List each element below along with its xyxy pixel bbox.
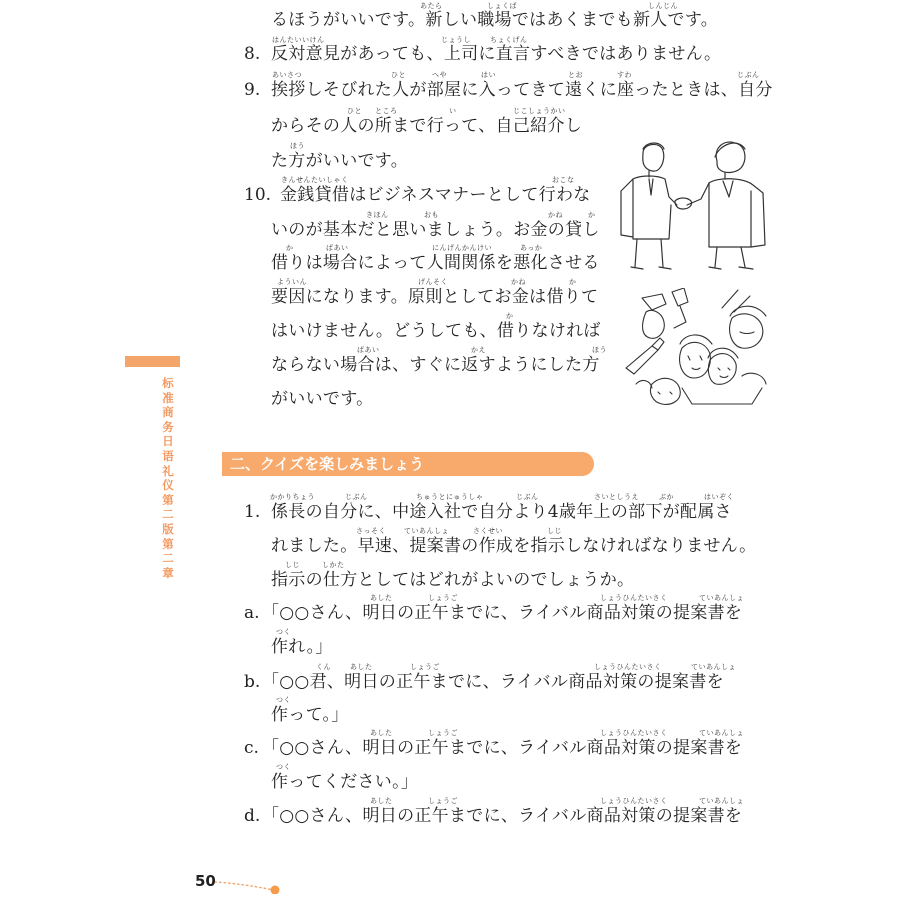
furigana: さっそく <box>356 527 386 535</box>
furigana: すわ <box>617 71 632 79</box>
furigana: おも <box>424 211 439 219</box>
furigana: じこしょうかい <box>513 107 566 115</box>
quiz-line: 作れ。」 <box>271 637 333 657</box>
furigana: あいさつ <box>272 71 302 79</box>
text-line: いのが基本だと思いましょう。お金の貸し <box>271 220 600 240</box>
furigana: しかた <box>322 561 345 569</box>
furigana: きほん <box>366 211 389 219</box>
furigana: じょうし <box>441 36 471 44</box>
furigana: つく <box>276 763 291 771</box>
line-number: 10. <box>244 185 272 205</box>
furigana: かえ <box>471 346 486 354</box>
furigana: ちょくげん <box>490 36 528 44</box>
furigana: にんげんかんけい <box>432 244 492 252</box>
text-line: た方がいいです。 <box>271 151 409 171</box>
text-line: 金銭貸借はビジネスマナーとして行わな <box>280 185 591 205</box>
furigana: しじ <box>547 527 562 535</box>
furigana: じぶん <box>345 493 368 501</box>
furigana: しじ <box>285 561 300 569</box>
furigana: ぶか <box>659 493 674 501</box>
option-letter: d. <box>244 806 261 826</box>
furigana: ところ <box>375 107 398 115</box>
text-line: がいいです。 <box>271 389 374 409</box>
quiz-line: 作ってください。」 <box>271 772 419 792</box>
furigana: しょうひんたいさく <box>600 797 668 805</box>
quiz-line: れました。早速、提案書の作成を指示しなければなりません。 <box>271 536 757 556</box>
furigana: かかりちょう <box>270 493 315 501</box>
furigana: げんそく <box>418 278 448 286</box>
quiz-line: 作って。」 <box>271 705 349 725</box>
text-line: るほうがいいです。新しい職場ではあくまでも新人です。 <box>271 10 719 30</box>
furigana: か <box>286 244 294 252</box>
furigana: ちゅうとにゅうしゃ <box>416 493 484 501</box>
furigana: あたら <box>420 2 443 10</box>
furigana: あした <box>370 729 393 737</box>
line-number: 9. <box>244 80 261 100</box>
furigana: はんたいいけん <box>272 36 325 44</box>
text-line: はいけません。どうしても、借りなければ <box>271 321 601 341</box>
side-chapter-title: 标准商务日语礼仪第二版 第二章 <box>162 376 174 580</box>
furigana: か <box>569 278 577 286</box>
quiz-line: 「○○さん、明日の正午までに、ライバル商品対策の提案書を <box>262 603 743 623</box>
furigana: あした <box>370 594 393 602</box>
furigana: とお <box>568 71 583 79</box>
furigana: さいとしうえ <box>594 493 639 501</box>
text-line: ならない場合は、すぐに返すようにした方 <box>271 355 600 375</box>
dotted-line-decoration <box>215 880 281 894</box>
handshake-illustration <box>613 135 773 275</box>
text-line: 反対意見があっても、上司に直言すべきではありません。 <box>271 44 722 64</box>
page-number: 50 <box>195 872 216 890</box>
furigana: しょうご <box>428 594 458 602</box>
furigana: ばあい <box>357 346 380 354</box>
furigana: あした <box>370 797 393 805</box>
furigana: よういん <box>277 278 307 286</box>
furigana: くん <box>316 663 331 671</box>
quiz-line: 係長の自分に、中途入社で自分より4歳年上の部下が配属さ <box>271 502 732 522</box>
text-line: 挨拶しそびれた人が部屋に入ってきて遠くに座ったときは、自分 <box>271 80 773 100</box>
furigana: しょうご <box>428 797 458 805</box>
furigana: ひと <box>391 71 406 79</box>
furigana: つく <box>276 628 291 636</box>
text-line: からその人の所まで行って、自己紹介し <box>271 116 583 136</box>
question-number: 1. <box>244 502 261 522</box>
quiz-line: 「○○さん、明日の正午までに、ライバル商品対策の提案書を <box>262 806 743 826</box>
furigana: ていあんしょ <box>699 729 744 737</box>
option-letter: b. <box>244 672 261 692</box>
furigana: きんせんたいしゃく <box>281 176 349 184</box>
furigana: じぶん <box>516 493 539 501</box>
furigana: しょうひんたいさく <box>600 729 668 737</box>
furigana: つく <box>276 696 291 704</box>
furigana: か <box>506 312 514 320</box>
quiz-line: 「○○さん、明日の正午までに、ライバル商品対策の提案書を <box>262 738 743 758</box>
side-tab-marker <box>125 356 180 367</box>
furigana: ていあんしょ <box>699 594 744 602</box>
furigana: はいぞく <box>704 493 734 501</box>
line-number: 8. <box>244 44 261 64</box>
furigana: へや <box>432 71 447 79</box>
furigana: ほう <box>290 142 305 150</box>
furigana: かね <box>548 211 563 219</box>
text-line: 要因になります。原則としてお金は借りて <box>271 287 599 307</box>
furigana: しょうひんたいさく <box>600 594 668 602</box>
furigana: か <box>588 211 596 219</box>
furigana: しょうご <box>410 663 440 671</box>
section-heading: 二、クイズを楽しみましょう <box>230 455 425 473</box>
furigana: おこな <box>552 176 575 184</box>
furigana: しょくば <box>487 2 517 10</box>
furigana: あっか <box>520 244 543 252</box>
furigana: ほう <box>592 346 607 354</box>
furigana: ていあんしょ <box>691 663 736 671</box>
furigana: さくせい <box>473 527 503 535</box>
furigana: ていあんしょ <box>404 527 449 535</box>
crowd-illustration <box>622 288 772 410</box>
furigana: しょうご <box>428 729 458 737</box>
furigana: じぶん <box>737 71 760 79</box>
furigana: ばあい <box>326 244 349 252</box>
furigana: しょうひんたいさく <box>594 663 662 671</box>
furigana: い <box>449 107 457 115</box>
furigana: あした <box>350 663 373 671</box>
text-line: 借りは場合によって人間関係を悪化させる <box>271 253 600 273</box>
option-letter: a. <box>244 603 260 623</box>
option-letter: c. <box>244 738 259 758</box>
furigana: ひと <box>347 107 362 115</box>
furigana: はい <box>481 71 496 79</box>
quiz-line: 指示の仕方としてはどれがよいのでしょうか。 <box>271 570 635 590</box>
quiz-line: 「○○君、明日の正午までに、ライバル商品対策の提案書を <box>262 672 724 692</box>
furigana: しんじん <box>648 2 678 10</box>
furigana: ていあんしょ <box>699 797 744 805</box>
furigana: かね <box>511 278 526 286</box>
